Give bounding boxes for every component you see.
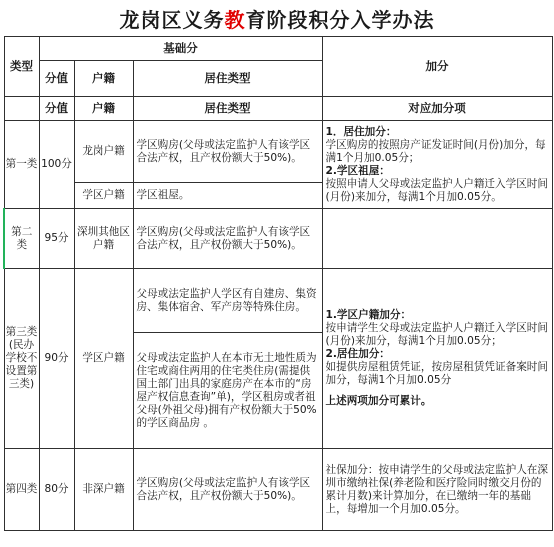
category-2-score: 95分	[39, 209, 74, 269]
header-category-cont	[4, 97, 39, 121]
category-4-bonus: 社保加分：按申请学生的父母或法定监护人在深圳市缴纳社保(养老险和医疗险同时缴交月份的累计月数)来计算加分，在已缴纳一年的基础上，每增加一个月加0.05分。	[322, 449, 552, 531]
category-1-bonus	[322, 121, 552, 209]
header-bonus: 加分	[322, 37, 552, 97]
category-4-residence: 学区购房(父母或法定监护人有该学区合法产权，且产权份额大于50%)。	[133, 449, 322, 531]
header-score: 分值	[39, 61, 74, 97]
category-1-hukou-a: 龙岗户籍	[74, 121, 133, 183]
category-3-residence-b: 父母或法定监护人在本市无土地性质为住宅或商住两用的住宅类住房(需提供国土部门出具的家庭房产在本市的“房屋产权信息查询”单)，学区租房或者祖父母(外祖父母)拥有产权份额大于50%的学区商品房 。	[133, 333, 322, 449]
title-highlight-char: 教	[224, 7, 246, 32]
header-base-score: 基础分	[39, 37, 322, 61]
admission-score-table	[3, 36, 553, 531]
category-3-row-a	[4, 269, 552, 333]
category-1-residence-b: 学区祖屋。	[133, 183, 322, 209]
title-suffix: 育阶段积分入学办法	[245, 7, 435, 32]
category-4-label: 第四类	[4, 449, 39, 531]
category-2-row	[4, 209, 552, 269]
title-prefix: 龙岗区义务	[119, 7, 225, 32]
category-1-label: 第一类	[4, 121, 39, 209]
category-1-bonus-h2: 2.学区祖屋：	[325, 164, 390, 177]
header-bonus-items: 对应加分项	[322, 97, 552, 121]
category-4-score: 80分	[39, 449, 74, 531]
category-3-hukou: 学区户籍	[74, 269, 133, 449]
header-row-3	[4, 97, 552, 121]
header-residence: 居住类型	[133, 61, 322, 97]
category-1-score: 100分	[39, 121, 74, 209]
category-1-row-a	[4, 121, 552, 183]
header-row-1	[4, 37, 552, 61]
category-3-bonus-h1: 1.学区户籍加分：	[325, 309, 412, 321]
category-2-label: 第二类	[4, 209, 39, 269]
page-title	[0, 0, 554, 36]
category-3-bonus	[322, 269, 552, 449]
header-score-label: 分值	[39, 97, 74, 121]
category-3-bonus-h2: 2.居住加分：	[325, 348, 390, 360]
category-3-residence-a: 父母或法定监护人学区有自建房、集资房、集体宿舍、军产房等特殊住房。	[133, 269, 322, 333]
header-residence-label: 居住类型	[133, 97, 322, 121]
category-3-label: 第三类(民办学校不设置第三类)	[4, 269, 39, 449]
category-3-bonus-t2: 如提供房屋租赁凭证，按房屋租赁凭证备案时间加分，每满1个月加0.05分	[325, 361, 548, 386]
category-2-hukou: 深圳其他区户籍	[74, 209, 133, 269]
category-1-bonus-t1: 学区购房的按照房产证发证时间(月份)加分，每满1个月加0.05分；	[325, 138, 546, 164]
category-2-bonus	[322, 209, 552, 269]
category-1-bonus-h1: 1．居住加分：	[325, 125, 397, 138]
category-1-residence-a: 学区购房(父母或法定监护人有该学区合法产权，且产权份额大于50%)。	[133, 121, 322, 183]
category-1-bonus-t2: 按照申请人父母或法定监护人户籍迁入学区时间(月份)来加分，每满1个月加0.05分。	[325, 177, 548, 203]
category-1-hukou-b: 学区户籍	[74, 183, 133, 209]
category-3-score: 90分	[39, 269, 74, 449]
category-4-row	[4, 449, 552, 531]
category-2-residence: 学区购房(父母或法定监护人有该学区合法产权，且产权份额大于50%)。	[133, 209, 322, 269]
category-4-hukou: 非深户籍	[74, 449, 133, 531]
header-hukou-label: 户籍	[74, 97, 133, 121]
header-category: 类型	[4, 37, 39, 97]
category-3-bonus-t1: 按申请学生父母或法定监护人户籍迁入学区时间(月份)来加分，每满1个月加0.05分；	[325, 322, 548, 347]
header-hukou: 户籍	[74, 61, 133, 97]
category-3-bonus-note: 上述两项加分可累计。	[325, 395, 432, 407]
